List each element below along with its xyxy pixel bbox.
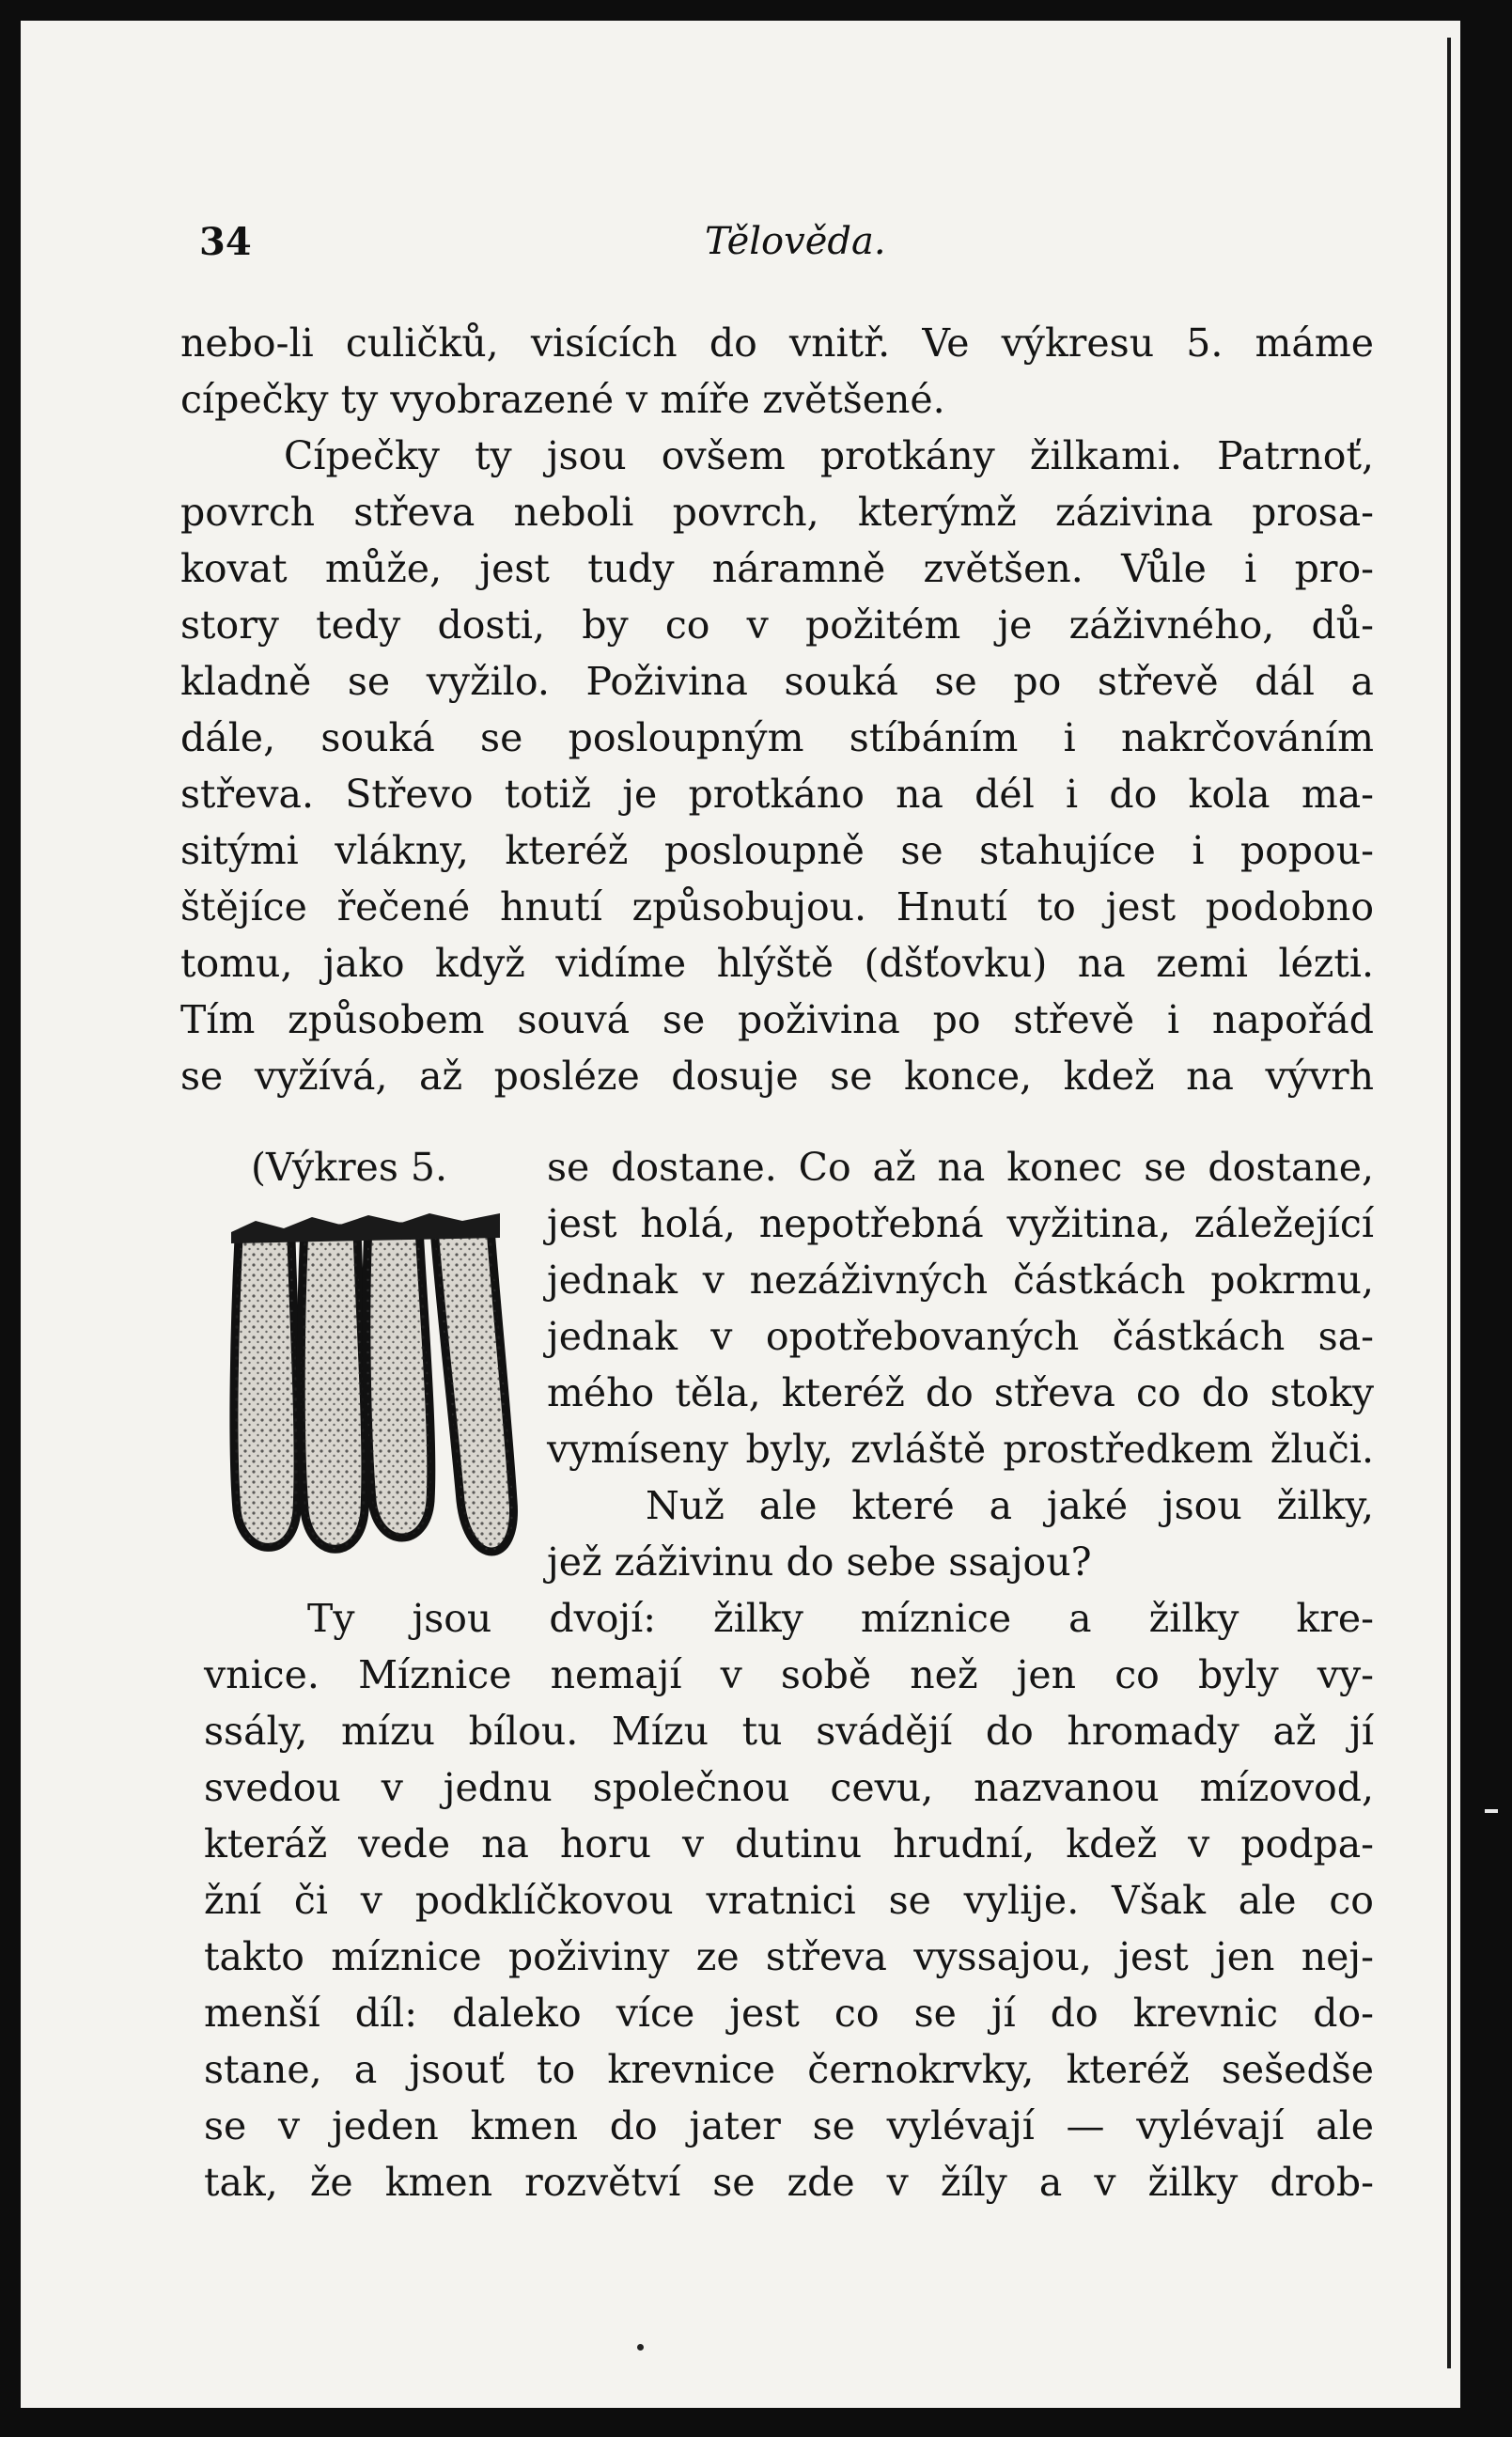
text-line: vymíseny byly, zvláště prostředkem žluči. (547, 1427, 1374, 1472)
text-line: kovat může, jest tudy náramně zvětšen. Vůle i pro- (180, 546, 1374, 591)
text-line: jež záživinu do sebe ssajou? (547, 1539, 1092, 1585)
text-line: se v jeden kmen do jater se vylévají — vylévají ale (204, 2103, 1374, 2148)
text-line: tak, že kmen rozvětví se zde v žíly a v žilky drob- (204, 2160, 1374, 2205)
figure-caption: (Výkres 5. (251, 1145, 448, 1190)
text-line: ssály, mízu bílou. Mízu tu svádějí do hromady až jí (204, 1709, 1374, 1754)
text-line: jednak v nezáživných částkách pokrmu, (547, 1258, 1374, 1303)
text-line: tomu, jako když vidíme hlýště (dšťovku) na zemi lézti. (180, 941, 1374, 986)
text-line: se vyžívá, až posléze dosuje se konce, kdež na vývrh (180, 1054, 1374, 1099)
running-title: Tělověda. (705, 220, 886, 263)
text-line: Cípečky ty jsou ovšem protkány žilkami. Patrnoť, (284, 433, 1374, 478)
text-line: kladně se vyžilo. Poživina souká se po střevě dál a (180, 659, 1374, 704)
text-line: sitými vlákny, kteréž posloupně se stahujíce i popou- (180, 828, 1374, 873)
page-header (179, 220, 1396, 276)
page-number: 34 (199, 220, 252, 264)
edge-mark (1485, 1809, 1498, 1813)
text-line: jest holá, nepotřebná vyžitina, záležející (547, 1201, 1374, 1246)
text-line: Tím způsobem souvá se poživina po střevě i napořád (180, 997, 1374, 1042)
text-line: kteráž vede na horu v dutinu hrudní, kdež v podpa- (204, 1821, 1374, 1867)
text-line: takto míznice poživiny ze střeva vyssajou, jest jen nej- (204, 1934, 1374, 1979)
text-line: menší díl: daleko více jest co se jí do krevnic do- (204, 1991, 1374, 2036)
text-line: štějíce řečené hnutí způsobujou. Hnutí to jest podobno (180, 884, 1374, 929)
book-page (21, 21, 1460, 2408)
text-line: cípečky ty vyobrazené v míře zvětšené. (180, 377, 945, 422)
page-edge-shadow (1447, 38, 1451, 2368)
print-speck (637, 2344, 644, 2351)
text-line: nebo-li culičků, visících do vnitř. Ve výkresu 5. máme (180, 320, 1374, 366)
text-line: Ty jsou dvojí: žilky míznice a žilky kre- (307, 1596, 1374, 1641)
text-line: story tedy dosti, by co v požitém je záživného, dů- (180, 602, 1374, 648)
text-line: mého těla, kteréž do střeva co do stoky (547, 1370, 1374, 1415)
text-line: se dostane. Co až na konec se dostane, (547, 1145, 1374, 1190)
intestinal-villi-illustration (218, 1200, 523, 1576)
text-line: jednak v opotřebovaných částkách sa- (547, 1314, 1374, 1359)
text-line: stane, a jsouť to krevnice černokrvky, kteréž sešedše (204, 2047, 1374, 2092)
text-line: svedou v jednu společnou cevu, nazvanou mízovod, (204, 1765, 1374, 1810)
text-line: dále, souká se posloupným stíbáním i nakrčováním (180, 715, 1374, 760)
text-line: střeva. Střevo totiž je protkáno na dél i do kola ma- (180, 772, 1374, 817)
text-line: žní či v podklíčkovou vratnici se vylije. Však ale co (204, 1878, 1374, 1923)
text-line: Nuž ale které a jaké jsou žilky, (646, 1483, 1374, 1528)
text-line: vnice. Míznice nemají v sobě než jen co byly vy- (204, 1652, 1374, 1697)
text-line: povrch střeva neboli povrch, kterýmž zázivina prosa- (180, 490, 1374, 535)
